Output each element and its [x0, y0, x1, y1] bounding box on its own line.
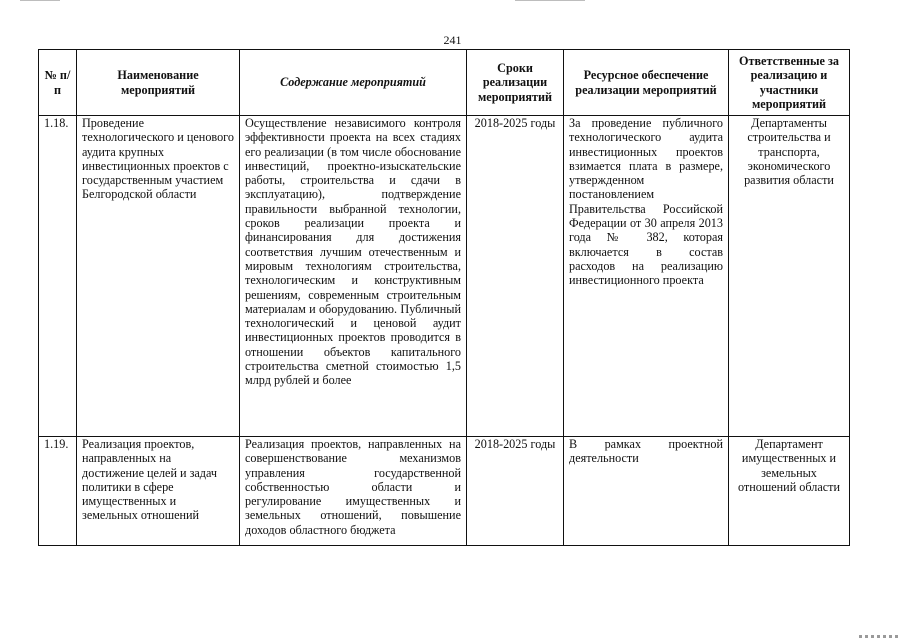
cell-terms: 2018-2025 годы [467, 437, 564, 546]
cell-name: Проведение технологического и ценового аудита крупных инвестиционных проектов с государственным участием Белгородской области [77, 116, 240, 437]
scan-corner-mark [859, 635, 899, 638]
table-row [39, 437, 850, 546]
cell-num: 1.19. [39, 437, 77, 546]
cell-content: Осуществление независимого контроля эффективности проекта на всех стадиях его реализации (в том числе обоснование инвестиций, проектно-изыскательские работы, строительства и сдачи в эксплуатацию), подтверждение правильности выбранной технологии, сроков реализации проекта и финансирования для достижения соответствия лучшим отечественным и мировым технологиям строительства, технологическим и конструктивным решениям, современным строительным материалам и оборудованию. Публичный технологический и ценовой аудит инвестиционных проектов проводится в отношении объектов капитального строительства сметной стоимостью 1,5 млрд рублей и более [240, 116, 467, 437]
cell-responsible: Департаменты строительства и транспорта, экономического развития области [729, 116, 850, 437]
cell-content: Реализация проектов, направленных на совершенствование механизмов управления государственной собственностью области и регулирование имущественных и земельных отношений, повышение доходов областного бюджета [240, 437, 467, 546]
cell-resources: За проведение публичного технологического аудита инвестиционных проектов взимается плата в размере, утвержденном постановлением Правительства Российской Федерации от 30 апреля 2013 года № 382, которая включается в состав расходов на реализацию инвестиционного проекта [564, 116, 729, 437]
page-number: 241 [443, 33, 462, 47]
cell-responsible: Департамент имущественных и земельных отношений области [729, 437, 850, 546]
header-name: Наименование мероприятий [77, 50, 240, 116]
header-responsible: Ответственные за реализацию и участники мероприятий [729, 50, 850, 116]
header-num: № п/п [39, 50, 77, 116]
cell-terms: 2018-2025 годы [467, 116, 564, 437]
activities-table [38, 49, 850, 546]
header-resources: Ресурсное обеспечение реализации мероприятий [564, 50, 729, 116]
cell-num: 1.18. [39, 116, 77, 437]
top-edge-line [20, 0, 60, 1]
top-edge-line [515, 0, 585, 1]
header-terms: Сроки реализации мероприятий [467, 50, 564, 116]
cell-name: Реализация проектов, направленных на достижение целей и задач политики в сфере имущественных и земельных отношений [77, 437, 240, 546]
table-header-row [39, 50, 850, 116]
table-row [39, 116, 850, 437]
cell-resources: В рамках проектной деятельности [564, 437, 729, 546]
header-content: Содержание мероприятий [240, 50, 467, 116]
